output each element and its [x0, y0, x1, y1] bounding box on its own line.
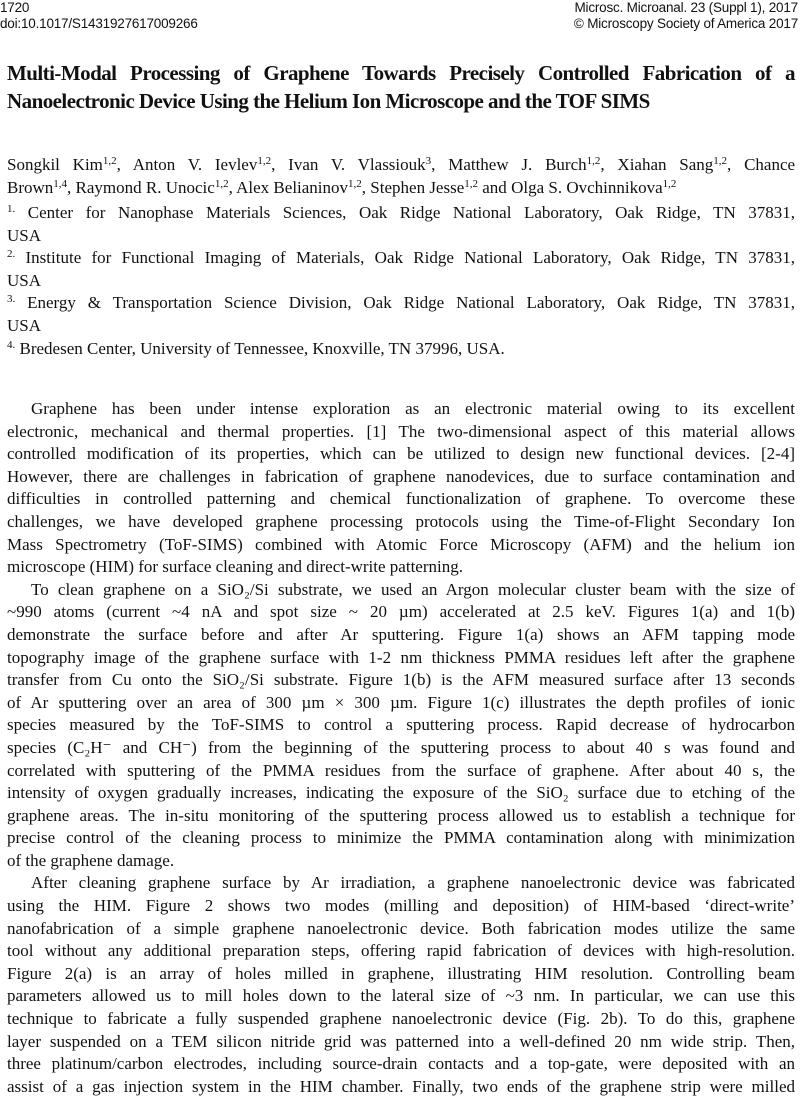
affiliations	[7, 202, 795, 360]
affiliation-text: USA	[7, 225, 42, 245]
text-line: of the graphene damage.	[7, 850, 175, 870]
author-separator: ,	[727, 155, 745, 174]
text-line: parameters allowed us to mill holes down to the lateral size of ~3 nm. In particular, we can use this	[7, 986, 795, 1006]
author-line	[7, 154, 795, 177]
text-line: correlated with sputtering of the PMMA residues from the surface of graphene. After about 40 s, the	[7, 760, 795, 780]
text-line: topography image of the graphene surface with 1-2 nm thickness PMMA residues left after the graphene	[7, 647, 795, 667]
text-line: assist of a gas injection system in the HIM chamber. Finally, two ends of the graphene strip were milled	[7, 1076, 795, 1096]
author: Songkil Kim	[7, 155, 103, 174]
affiliation-text: Bredesen Center, University of Tennessee, Knoxville, TN 37996, USA.	[15, 338, 505, 358]
text-line: transfer from Cu onto the SiO₂/Si substrate. Figure 1(b) is the AFM measured surface after 13 seconds	[7, 670, 795, 690]
affiliation	[7, 338, 795, 361]
doi[interactable]: doi:10.1017/S1431927617009266	[0, 16, 198, 31]
text-line: Mass Spectrometry (ToF-SIMS) combined with Atomic Force Microscopy (AFM) and the helium ion	[7, 534, 795, 554]
paragraph	[7, 579, 795, 873]
author-affiliation-marker: 1,2	[586, 155, 601, 167]
author: Xiahan Sang	[617, 155, 714, 174]
text-line: of Ar sputtering over an area of 300 µm × 300 µm. Figure 1(c) illustrates the depth profiles of ionic	[7, 692, 795, 712]
affiliation-text: Institute for Functional Imaging of Materials, Oak Ridge National Laboratory, Oak Ridge, TN 37831,	[15, 248, 795, 268]
text-line: challenges, we have developed graphene processing protocols using the Time-of-Flight Secondary Ion	[7, 511, 795, 531]
author-affiliation-marker: 1,4	[53, 177, 68, 190]
text-line: demonstrate the surface before and after Ar sputtering. Figure 1(a) shows an AFM tapping mode	[7, 624, 795, 644]
text-line: electronic, mechanical and thermal properties. [1] The two-dimensional aspect of this material allows	[7, 421, 795, 441]
affiliation-number: 3.	[7, 293, 16, 306]
text-line: ~990 atoms (current ~4 nA and spot size ~ 20 µm) accelerated at 2.5 keV. Figures 1(a) and 1(b)	[7, 602, 795, 622]
text-line: species (C₂H⁻ and CH⁻) from the beginning of the sputtering process to about 40 s was found and	[7, 737, 795, 757]
text-line: controlled modification of its properties, which can be utilized to design new functional devices. [2-4]	[7, 444, 795, 464]
journal-citation: Microsc. Microanal. 23 (Suppl 1), 2017	[574, 0, 798, 15]
author-affiliation-marker: 1,2	[348, 177, 362, 190]
author: Ivan V. Vlassiouk	[288, 155, 426, 174]
text-line: microscope (HIM) for surface cleaning and direct-write patterning.	[7, 557, 463, 577]
affiliation	[7, 202, 795, 225]
author-separator: ,	[600, 155, 618, 174]
author: Chance	[744, 155, 796, 174]
title-line: Multi-Modal Processing of Graphene Towards Precisely Controlled Fabrication of a	[7, 61, 795, 85]
author-separator: ,	[431, 155, 449, 174]
author-affiliation-marker: 3	[425, 155, 432, 167]
author-separator: ,	[67, 177, 76, 197]
author-separator: ,	[271, 155, 289, 174]
text-line: technique to fabricate a fully suspended graphene nanoelectronic device (Fig. 2b). To do this, graphene	[7, 1009, 795, 1029]
affiliation-number: 4.	[7, 338, 16, 351]
text-line: intensity of oxygen gradually increases, indicating the exposure of the SiO₂ surface due to etching of the	[7, 783, 795, 803]
author-separator: ,	[116, 155, 133, 174]
text-line: graphene areas. The in-situ monitoring of the sputtering process allowed us to establish a technique for	[7, 805, 795, 825]
title-line: Nanoelectronic Device Using the Helium Ion Microscope and the TOF SIMS	[7, 89, 650, 113]
text-line: precise control of the cleaning process to minimize the PMMA contamination along with minimization	[7, 828, 795, 848]
affiliation-text: USA	[7, 315, 42, 335]
author-affiliation-marker: 1,2	[214, 177, 229, 190]
author-affiliation-marker: 1,2	[102, 155, 117, 167]
text-line: After cleaning graphene surface by Ar irradiation, a graphene nanoelectronic device was fabricated	[31, 873, 795, 893]
text-line: difficulties in controlled patterning and chemical functionalization of graphene. To overcome these	[7, 489, 795, 509]
text-line: Figure 2(a) is an array of holes milled in graphene, illustrating HIM resolution. Controlling beam	[7, 963, 795, 983]
author-affiliation-marker: 1,2	[257, 155, 272, 167]
running-header-right	[574, 0, 798, 32]
paragraph	[7, 872, 795, 1098]
text-line: layer suspended on a TEM silicon nitride grid was patterned into a well-defined 20 nm wide strip. Then,	[7, 1031, 795, 1051]
author: Raymond R. Unocic	[75, 177, 215, 197]
author-affiliation-marker: 1,2	[713, 155, 728, 167]
body-text	[7, 398, 795, 1098]
author-separator: ,	[361, 177, 371, 197]
affiliation	[7, 247, 795, 270]
text-line: species measured by the ToF-SIMS to control a sputtering process. Rapid decrease of hydrocarbon	[7, 715, 795, 735]
page-number: 1720	[0, 0, 30, 15]
author-line	[7, 177, 795, 200]
author-separator: and	[478, 177, 512, 197]
paragraph	[7, 398, 795, 579]
author: Anton V. Ievlev	[132, 155, 258, 174]
affiliation-number: 2.	[7, 248, 16, 261]
text-line: However, there are challenges in fabrication of graphene nanodevices, due to surface contamination and	[7, 466, 795, 486]
text-line: To clean graphene on a SiO₂/Si substrate, we used an Argon molecular cluster beam with the size of	[31, 579, 795, 599]
affiliation-text: USA	[7, 270, 42, 290]
author: Alex Belianinov	[236, 177, 349, 197]
affiliation-text: Energy & Transportation Science Division, Oak Ridge National Laboratory, Oak Ridge, TN 37831,	[15, 293, 795, 313]
text-line: Graphene has been under intense exploration as an electronic material owing to its excellent	[31, 399, 795, 418]
paper-title	[7, 59, 795, 115]
text-line: nanofabrication of a simple graphene nanoelectronic device. Both fabrication modes utilize the same	[7, 918, 795, 938]
copyright: © Microscopy Society of America 2017	[573, 16, 798, 31]
affiliation	[7, 292, 795, 315]
author: Matthew J. Burch	[448, 155, 587, 174]
affiliation-number: 1.	[7, 203, 16, 215]
running-header-left	[0, 0, 198, 32]
author: Olga S. Ovchinnikova	[511, 177, 663, 197]
author: Stephen Jesse	[370, 177, 465, 197]
affiliation-text: Center for Nanophase Materials Sciences, Oak Ridge National Laboratory, Oak Ridge, TN 37831,	[15, 203, 795, 222]
author-affiliation-marker: 1,2	[464, 177, 479, 190]
author-list	[7, 154, 795, 199]
author-separator: ,	[228, 177, 237, 197]
text-line: tool without any additional preparation steps, offering rapid fabrication of devices with high-resolution.	[7, 941, 795, 961]
author-affiliation-marker: 1,2	[662, 177, 677, 190]
text-line: using the HIM. Figure 2 shows two modes (milling and deposition) of HIM-based ‘direct-write’	[7, 896, 795, 916]
author: Brown	[7, 177, 54, 197]
text-line: three platinum/carbon electrodes, including source-drain contacts and a top-gate, were deposited with an	[7, 1054, 795, 1074]
